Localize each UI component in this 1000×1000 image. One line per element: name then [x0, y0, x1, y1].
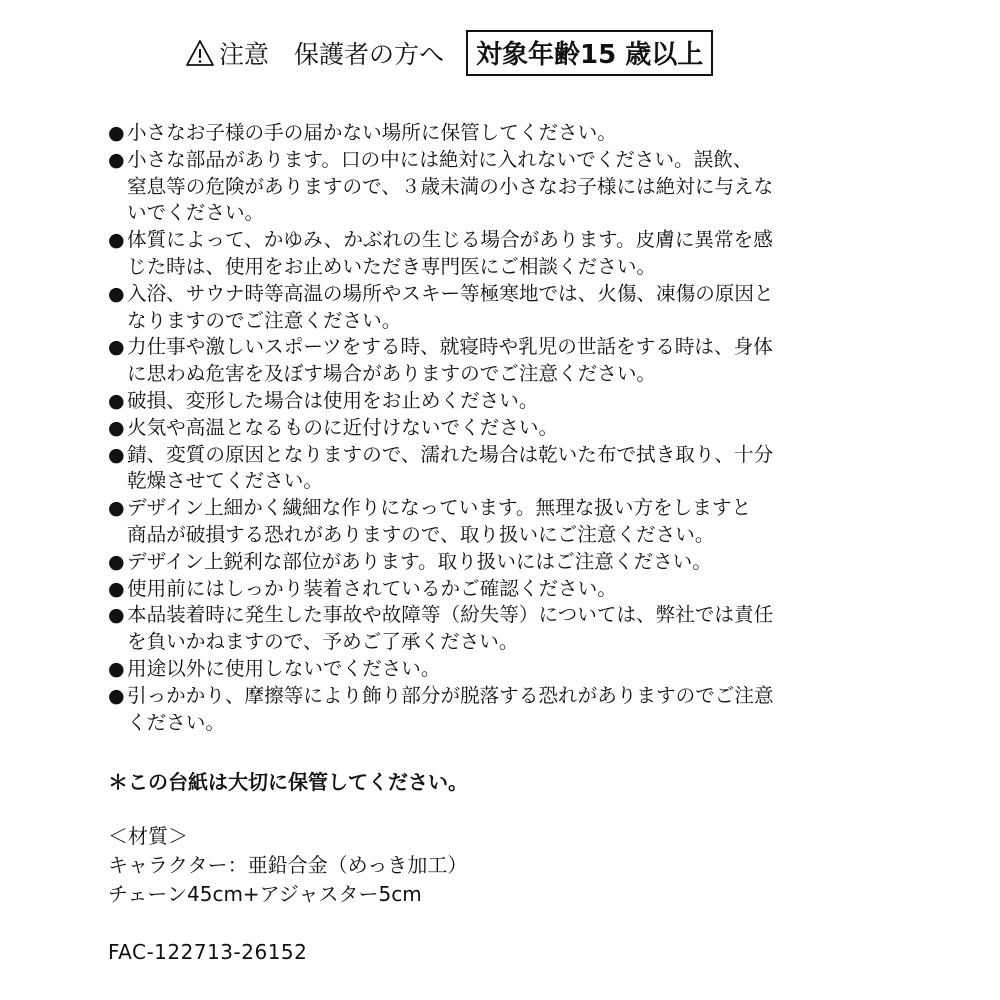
bullet-icon: ●: [108, 550, 125, 573]
caution-item: [108, 602, 868, 656]
caution-text: 体質によって、かゆみ、かぶれの生じる場合があります。皮膚に異常を感 じた時は、使用をお止めいただき専門医にご相談ください。: [127, 228, 773, 278]
caution-item: [108, 147, 868, 227]
caution-text: デザイン上細かく繊細な作りになっています。無理な扱い方をしますと 商品が破損する恐れがありますので、取り扱いにご注意ください。: [127, 496, 752, 546]
bullet-icon: ●: [108, 282, 125, 305]
bullet-icon: ●: [108, 657, 125, 680]
caution-item: [108, 656, 868, 683]
age-label: 対象年齢15 歳以上: [466, 30, 713, 76]
caution-list: [108, 120, 868, 736]
caution-item: [108, 442, 868, 496]
material-character: キャラクター：亜鉛合金（めっき加工）: [108, 853, 468, 877]
caution-text: 使用前にはしっかり装着されているかご確認ください。: [127, 576, 617, 600]
caution-text: 火気や高温となるものに近付けないでください。: [127, 415, 559, 439]
caution-item: [108, 281, 868, 335]
bullet-icon: ●: [108, 389, 125, 412]
warning-triangle-icon: [185, 39, 215, 67]
caution-text: 用途以外に使用しないでください。: [127, 656, 441, 680]
bullet-icon: ●: [108, 443, 125, 466]
caution-text: 本品装着時に発生した事故や故障等（紛失等）については、弊社では責任 を負いかねますので、予めご了承ください。: [127, 603, 774, 654]
caution-item: [108, 683, 868, 737]
material-heading: ＜材質＞: [108, 824, 188, 848]
warning-title: 注意 保護者の方へ: [219, 40, 445, 69]
caution-text: 錆、変質の原因となりますので、濡れた場合は乾いた布で拭き取り、十分 乾燥させてください。: [127, 442, 774, 493]
caution-text: 破損、変形した場合は使用をお止めください。: [127, 388, 539, 412]
bullet-icon: ●: [108, 336, 125, 359]
bullet-icon: ●: [108, 604, 125, 627]
bullet-icon: ●: [108, 497, 125, 520]
caution-item: [108, 576, 868, 603]
product-code: FAC-122713-26152: [108, 940, 308, 964]
caution-item: [108, 227, 868, 281]
caution-text: 小さなお子様の手の届かない場所に保管してください。: [127, 121, 617, 144]
warning-header: [185, 30, 713, 76]
caution-item: [108, 334, 868, 388]
material-section: [108, 822, 467, 909]
caution-item: [108, 388, 868, 415]
caution-item: [108, 495, 868, 549]
bullet-icon: ●: [108, 577, 125, 600]
bullet-icon: ●: [108, 148, 125, 171]
caution-text: 引っかかり、摩擦等により飾り部分が脱落する恐れがありますのでご注意 ください。: [127, 683, 774, 734]
caution-text: 小さな部品があります。口の中には絶対に入れないでください。誤飲、 窒息等の危険がありますので、３歳未満の小さなお子様には絶対に与えな いでください。: [127, 147, 774, 225]
caution-text: 力仕事や激しいスポーツをする時、就寝時や乳児の世話をする時は、身体 に思わぬ危害を及ぼす場合がありますのでご注意ください。: [127, 335, 773, 386]
material-chain: チェーン45cm+アジャスター5cm: [108, 882, 422, 906]
bullet-icon: ●: [108, 416, 125, 439]
caution-item: [108, 549, 868, 576]
caution-item: [108, 120, 868, 147]
caution-text: デザイン上鋭利な部位があります。取り扱いにはご注意ください。: [127, 549, 712, 573]
storage-footnote: ＊この台紙は大切に保管してください。: [108, 770, 468, 794]
bullet-icon: ●: [108, 684, 125, 707]
bullet-icon: ●: [108, 122, 125, 144]
caution-item: [108, 415, 868, 442]
caution-text: 入浴、サウナ時等高温の場所やスキー等極寒地では、火傷、凍傷の原因と なりますのでご注意ください。: [127, 281, 774, 332]
bullet-icon: ●: [108, 229, 125, 252]
